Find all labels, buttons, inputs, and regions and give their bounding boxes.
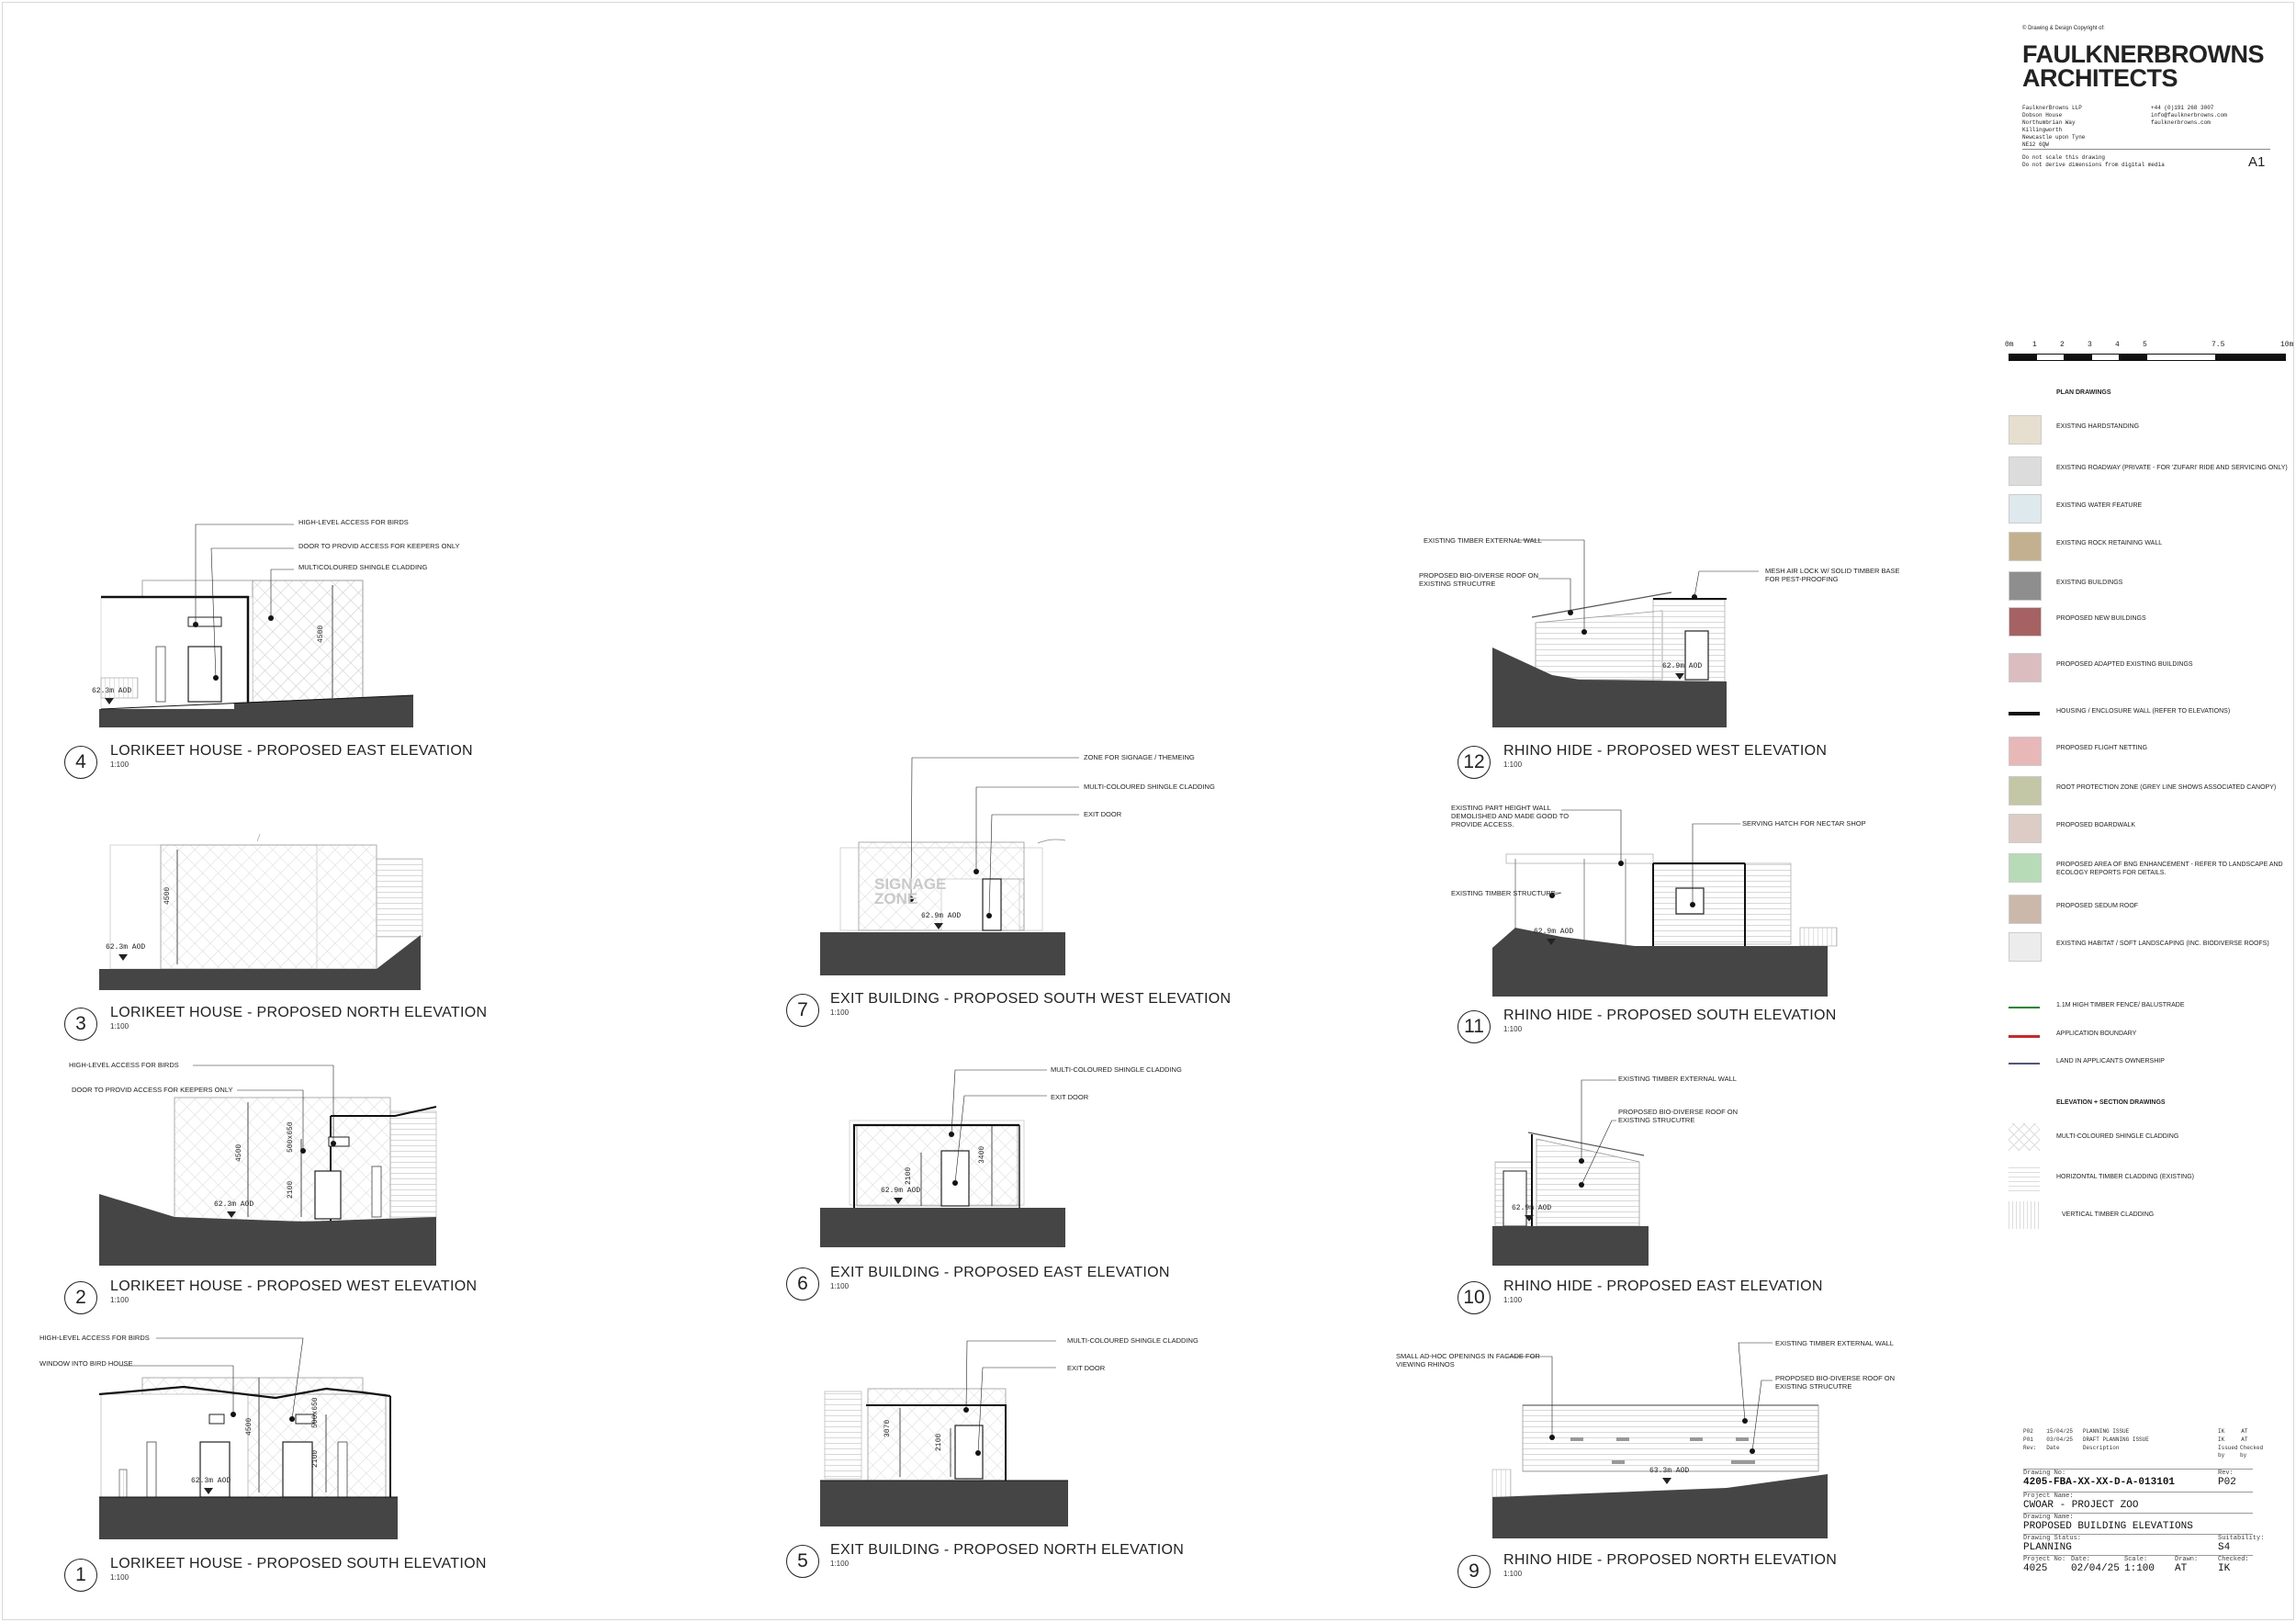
elevation-12-annotation: PROPOSED BIO-DIVERSE ROOF ON EXISTING STRUCUTRE [1419,571,1539,588]
level-marker-icon [118,954,128,961]
elevation-5-dimension: 3070 [884,1419,892,1437]
firm-logo-line1: FAULKNERBROWNS [2022,40,2264,68]
elevation-5-dimension: 2100 [935,1433,943,1451]
drawing-scale: 1:100 [2124,1563,2155,1574]
elevation-3-scale: 1:100 [110,1022,129,1031]
elevation-6-level: 62.9m AOD [881,1187,921,1195]
elevation-2-annotation: DOOR TO PROVID ACCESS FOR KEEPERS ONLY [72,1086,233,1094]
elevation-12-annotation: EXISTING TIMBER EXTERNAL WALL [1424,536,1542,545]
elevation-7-annotation: EXIT DOOR [1084,810,1122,818]
project-number: 4025 [2023,1563,2048,1574]
elevation-9-level: 63.3m AOD [1649,1467,1690,1475]
level-marker-icon [934,923,943,929]
level-marker-icon [1547,939,1556,945]
elevation-4-scale: 1:100 [110,760,129,769]
elevation-4-annotation: DOOR TO PROVID ACCESS FOR KEEPERS ONLY [298,542,460,550]
elevation-10-level: 62.9m AOD [1512,1204,1552,1212]
elevation-9-annotation: SMALL AD-HOC OPENINGS IN FACADE FOR VIEWING RHINOS [1396,1352,1540,1369]
elevation-5-annotation: MULTI-COLOURED SHINGLE CLADDING [1067,1336,1199,1345]
rev-row-2: P01 03/04/25 DRAFT PLANNING ISSUE [2023,1436,2149,1443]
elevation-12-annotation: MESH AIR LOCK W/ SOLID TIMBER BASE FOR PEST-PROOFING [1765,567,1900,583]
elevation-11-number: 11 [1458,1010,1491,1043]
elevation-12-scale: 1:100 [1503,760,1523,769]
elevation-5-title: EXIT BUILDING - PROPOSED NORTH ELEVATION [830,1542,1185,1558]
elevation-11-title: RHINO HIDE - PROPOSED SOUTH ELEVATION [1503,1008,1837,1023]
legend-label: HOUSING / ENCLOSURE WALL (REFER TO ELEVATIONS) [2056,708,2231,715]
elevation-7-annotation: MULTI-COLOURED SHINGLE CLADDING [1084,783,1215,791]
elevation-2-drawing [99,1065,436,1266]
elevation-1-drawing [99,1338,398,1539]
scale-bar-label: 5 [2143,341,2147,349]
drawing-status: PLANNING [2023,1542,2072,1553]
level-marker-icon [204,1488,213,1494]
elevation-5-annotation: EXIT DOOR [1067,1364,1106,1372]
elevation-11-annotation: EXISTING PART HEIGHT WALL DEMOLISHED AND MADE GOOD TO PROVIDE ACCESS. [1451,804,1570,828]
elevation-1-title: LORIKEET HOUSE - PROPOSED SOUTH ELEVATION [110,1556,487,1571]
elevation-2-dimension: 4500 [235,1143,243,1162]
elevation-12-level: 62.9m AOD [1662,662,1703,670]
elevation-4-drawing [99,524,413,727]
level-marker-icon [1525,1215,1534,1222]
elevation-10-number: 10 [1458,1281,1491,1314]
level-marker-icon [105,698,114,704]
drawing-name: PROPOSED BUILDING ELEVATIONS [2023,1521,2193,1532]
legend-label: PROPOSED BOARDWALK [2056,822,2136,828]
checked-by: IK [2218,1563,2231,1574]
scale-bar-label: 4 [2115,341,2120,349]
elevation-10-annotation: EXISTING TIMBER EXTERNAL WALL [1618,1075,1737,1083]
drawing-name-row: Drawing Name: PROPOSED BUILDING ELEVATIONS [2023,1513,2253,1534]
scale-bar-label: 10m [2280,341,2294,349]
elevation-11-drawing [1492,810,1837,997]
elevation-6-scale: 1:100 [830,1282,850,1290]
elevation-6-annotation: MULTI-COLOURED SHINGLE CLADDING [1051,1065,1182,1074]
legend-label: ROOT PROTECTION ZONE (GREY LINE SHOWS ASSOCIATED CANOPY) [2056,784,2277,791]
rev-headers: Rev: Date Description [2023,1445,2120,1451]
elevation-9-annotation: EXISTING TIMBER EXTERNAL WALL [1775,1339,1894,1347]
elevation-4-level: 62.3m AOD [92,687,132,695]
elevation-2-annotation: HIGH-LEVEL ACCESS FOR BIRDS [69,1061,179,1069]
elevation-6-title: EXIT BUILDING - PROPOSED EAST ELEVATION [830,1265,1170,1280]
legend-label: PROPOSED NEW BUILDINGS [2056,615,2146,622]
level-marker-icon [894,1198,903,1204]
elevation-3-title: LORIKEET HOUSE - PROPOSED NORTH ELEVATION [110,1005,488,1020]
issue-date: 02/04/25 [2071,1563,2120,1574]
elevation-12-title: RHINO HIDE - PROPOSED WEST ELEVATION [1503,743,1828,759]
elevation-4-number: 4 [64,746,97,779]
elevation-4-annotation: HIGH-LEVEL ACCESS FOR BIRDS [298,518,409,526]
legend-label: PROPOSED FLIGHT NETTING [2056,745,2148,751]
legend-label: EXISTING BUILDINGS [2056,580,2123,586]
elevation-10-title: RHINO HIDE - PROPOSED EAST ELEVATION [1503,1278,1823,1294]
elevation-7-level: 62.9m AOD [921,912,962,920]
elevation-1-number: 1 [64,1559,97,1592]
elevation-9-title: RHINO HIDE - PROPOSED NORTH ELEVATION [1503,1552,1838,1568]
elevation-11-scale: 1:100 [1503,1025,1523,1033]
elevation-5-scale: 1:100 [830,1560,850,1568]
elevation-6-number: 6 [786,1267,819,1301]
elevation-7-signage-zone: SIGNAGE ZONE [874,875,947,907]
scale-bar-label: 7.5 [2212,341,2225,349]
legend-elev-heading: ELEVATION + SECTION DRAWINGS [2056,1099,2166,1106]
elevation-11-annotation: EXISTING TIMBER STRUCTURE [1451,889,1556,897]
scale-warning: Do not scale this drawing Do not derive dimensions from digital media [2022,154,2165,168]
elevation-4-title: LORIKEET HOUSE - PROPOSED EAST ELEVATION [110,743,473,759]
legend-label: PROPOSED AREA OF BNG ENHANCEMENT - REFER TO LANDSCAPE AND ECOLOGY REPORTS FOR DETAILS. [2056,862,2283,876]
elevation-4-annotation: MULTICOLOURED SHINGLE CLADDING [298,563,428,571]
legend-label: LAND IN APPLICANTS OWNERSHIP [2056,1058,2165,1064]
legend-label: PROPOSED ADAPTED EXISTING BUILDINGS [2056,661,2193,668]
legend-label: EXISTING HARDSTANDING [2056,423,2140,430]
legend-label: HORIZONTAL TIMBER CLADDING (EXISTING) [2056,1174,2194,1180]
elevation-1-dimension: 2100 [311,1449,320,1468]
legend-plan-heading: PLAN DRAWINGS [2056,389,2111,396]
firm-address: FaulknerBrowns LLP Dobson House Northumbrian Way Killingworth Newcastle upon Tyne NE12 6QW [2022,105,2086,148]
firm-logo-line2: ARCHITECTS [2022,64,2178,92]
elevation-2-level: 62.3m AOD [214,1200,254,1209]
status-row: Drawing Status: PLANNING Suitability: S4 [2023,1535,2265,1553]
elevation-2-dimension: 500x650 [287,1121,295,1153]
revision-current: P02 [2218,1477,2236,1488]
rev-row-1: P02 15/04/25 PLANNING ISSUE [2023,1428,2130,1435]
elevation-6-dimension: 2100 [905,1166,913,1185]
elevation-7-number: 7 [786,994,819,1027]
legend-label: VERTICAL TIMBER CLADDING [2062,1211,2155,1218]
legend-label: EXISTING WATER FEATURE [2056,502,2143,509]
elevation-9-number: 9 [1458,1555,1491,1588]
elevation-2-scale: 1:100 [110,1296,129,1304]
project-name-row: Project Name: CWOAR - PROJECT ZOO [2023,1492,2253,1513]
elevation-1-level: 62.3m AOD [191,1477,231,1485]
elevation-7-annotation: ZONE FOR SIGNAGE / THEMEING [1084,753,1195,761]
copyright-note: © Drawing & Design Copyright of: [2022,26,2105,31]
scale-bar-label: 3 [2088,341,2092,349]
legend-label: EXISTING ROADWAY (PRIVATE - FOR 'ZUFARI' RIDE AND SERVICING ONLY) [2056,465,2288,471]
title-block [2023,1428,2265,1594]
elevation-5-number: 5 [786,1545,819,1578]
elevation-1-annotation: HIGH-LEVEL ACCESS FOR BIRDS [39,1334,150,1342]
level-marker-icon [227,1211,236,1218]
legend-label: 1.1M HIGH TIMBER FENCE/ BALUSTRADE [2056,1002,2185,1008]
legend-label: EXISTING HABITAT / SOFT LANDSCAPING (INC. BIODIVERSE ROOFS) [2056,941,2269,947]
elevation-7-title: EXIT BUILDING - PROPOSED SOUTH WEST ELEVATION [830,991,1232,1007]
elevation-12-drawing [1492,540,1759,727]
elevation-12-number: 12 [1458,746,1491,779]
elevation-9-scale: 1:100 [1503,1570,1523,1578]
scale-bar-label: 0m [2005,341,2014,349]
elevation-11-annotation: SERVING HATCH FOR NECTAR SHOP [1742,819,1866,828]
elevation-10-annotation: PROPOSED BIO-DIVERSE ROOF ON EXISTING STRUCUTRE [1618,1108,1739,1124]
elevation-6-drawing [820,1070,1065,1247]
elevation-3-dimension: 4500 [163,886,172,905]
elevation-1-scale: 1:100 [110,1573,129,1582]
paper-size: A1 [2248,154,2266,170]
elevation-1-dimension: 4500 [245,1417,253,1436]
elevation-3-drawing [99,834,422,990]
firm-contact: +44 (0)191 268 3007 info@faulknerbrowns.com faulknerbrowns.com [2151,105,2227,126]
elevation-1-annotation: WINDOW INTO BIRD HOUSE [39,1359,133,1368]
elevation-10-scale: 1:100 [1503,1296,1523,1304]
elevation-1-dimension: 500x650 [311,1397,320,1428]
elevation-5-drawing [820,1341,1068,1526]
elevation-4-dimension: 4500 [317,625,325,643]
elevation-7-scale: 1:100 [830,1008,850,1017]
legend-label: APPLICATION BOUNDARY [2056,1031,2137,1037]
legend-label: MULTI-COLOURED SHINGLE CLADDING [2056,1133,2179,1140]
elevation-9-drawing [1492,1343,1828,1538]
elevation-3-level: 62.3m AOD [106,943,146,952]
drawing-number: 4205-FBA-XX-XX-D-A-013101 [2023,1477,2176,1488]
elevation-2-number: 2 [64,1281,97,1314]
level-marker-icon [1662,1478,1671,1484]
elevation-6-dimension: 3400 [978,1145,986,1164]
elevation-6-annotation: EXIT DOOR [1051,1093,1089,1101]
scale-bar-label: 1 [2032,341,2037,349]
elevation-11-level: 62.9m AOD [1534,928,1574,936]
elevation-9-annotation: PROPOSED BIO-DIVERSE ROOF ON EXISTING STRUCUTRE [1775,1374,1896,1391]
drawn-by: AT [2175,1563,2188,1574]
scale-bar-label: 2 [2060,341,2065,349]
drawing-no-row: Drawing No: 4205-FBA-XX-XX-D-A-013101 Rev: P02 [2023,1469,2253,1492]
elevation-2-dimension: 2100 [287,1180,295,1199]
revision-table: P02 15/04/25 PLANNING ISSUE IK AT P01 03/04/25 DRAFT PLANNING ISSUE IK AT Rev: Date Description Issued by Checked by [2023,1428,2264,1459]
project-name: CWOAR - PROJECT ZOO [2023,1500,2139,1511]
level-marker-icon [1675,673,1684,680]
legend-label: PROPOSED SEDUM ROOF [2056,903,2139,909]
suitability: S4 [2218,1542,2231,1553]
elevation-7-drawing [820,758,1079,975]
elevation-2-title: LORIKEET HOUSE - PROPOSED WEST ELEVATION [110,1278,478,1294]
legend-label: EXISTING ROCK RETAINING WALL [2056,540,2163,546]
elevation-3-number: 3 [64,1008,97,1041]
meta-row: Project No: 4025 Date: 02/04/25 Scale: 1:100 Drawn: AT Checked: IK [2023,1555,2253,1576]
